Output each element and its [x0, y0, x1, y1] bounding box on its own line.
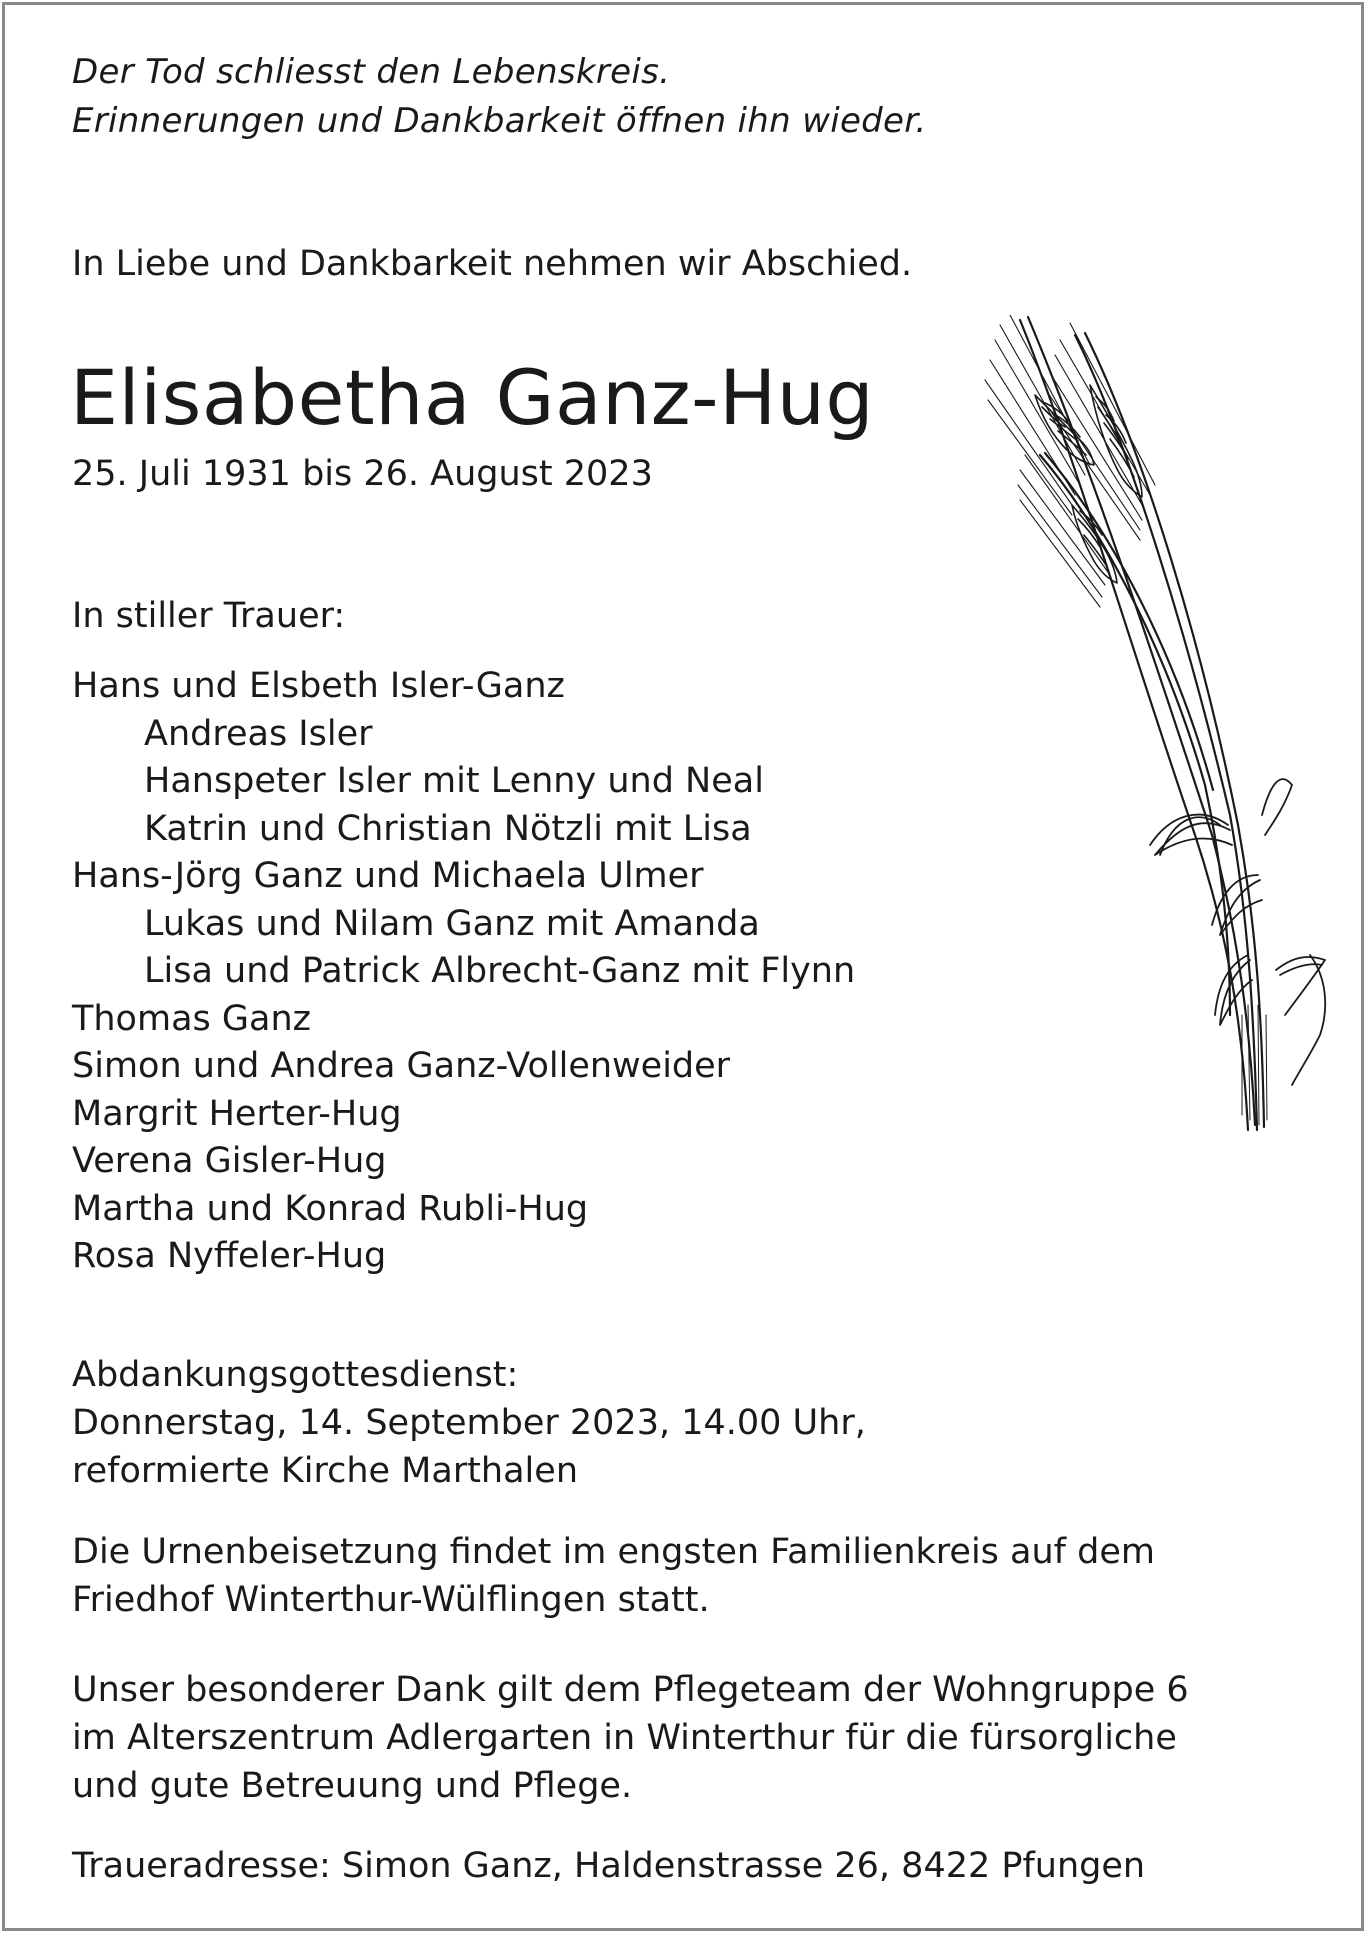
mourners-heading: In stiller Trauer:: [72, 596, 346, 636]
mourner-entry: Lisa und Patrick Albrecht-Ganz mit Flynn: [144, 951, 856, 991]
motto-line-2: Erinnerungen und Dankbarkeit öffnen ihn wieder.: [72, 101, 927, 141]
mourner-entry: Rosa Nyffeler-Hug: [72, 1236, 387, 1276]
urn-line-2: Friedhof Winterthur-Wülflingen statt.: [72, 1580, 710, 1620]
service-location: reformierte Kirche Marthalen: [72, 1451, 578, 1491]
mourner-entry: Hans und Elsbeth Isler-Ganz: [72, 666, 565, 706]
service-heading: Abdankungsgottesdienst:: [72, 1355, 519, 1395]
mourner-entry: Verena Gisler-Hug: [72, 1141, 387, 1181]
farewell-intro: In Liebe und Dankbarkeit nehmen wir Abschied.: [72, 244, 913, 284]
thanks-line-1: Unser besonderer Dank gilt dem Pflegeteam der Wohngruppe 6: [72, 1670, 1189, 1710]
urn-line-1: Die Urnenbeisetzung findet im engsten Familienkreis auf dem: [72, 1532, 1155, 1572]
mourners-list: [72, 663, 855, 1281]
mourner-entry: Martha und Konrad Rubli-Hug: [72, 1188, 589, 1229]
mourner-entry: Simon und Andrea Ganz-Vollenweider: [72, 1046, 731, 1086]
urn-burial-info: [72, 1528, 1155, 1624]
mourner-entry: Katrin und Christian Nötzli mit Lisa: [144, 808, 752, 849]
thanks-note: [72, 1666, 1189, 1810]
funeral-service-info: [72, 1351, 866, 1495]
life-dates: 25. Juli 1931 bis 26. August 2023: [72, 454, 653, 494]
thanks-line-2: im Alterszentrum Adlergarten in Winterthur für die fürsorgliche: [72, 1718, 1177, 1758]
mourner-entry: Hanspeter Isler mit Lenny und Neal: [144, 761, 764, 801]
service-date-time: Donnerstag, 14. September 2023, 14.00 Uhr,: [72, 1403, 866, 1443]
thanks-line-3: und gute Betreuung und Pflege.: [72, 1766, 633, 1806]
motto-quote: [72, 48, 927, 146]
mourner-entry: Andreas Isler: [144, 713, 373, 754]
mourner-entry: Margrit Herter-Hug: [72, 1093, 402, 1134]
mourner-entry: Thomas Ganz: [72, 998, 312, 1039]
motto-line-1: Der Tod schliesst den Lebenskreis.: [72, 52, 671, 92]
mourner-entry: Hans-Jörg Ganz und Michaela Ulmer: [72, 856, 704, 896]
deceased-name: Elisabetha Ganz-Hug: [70, 353, 875, 442]
mourner-entry: Lukas und Nilam Ganz mit Amanda: [144, 903, 760, 944]
wheat-ears-icon: [980, 315, 1340, 1135]
mourning-address: Traueradresse: Simon Ganz, Haldenstrasse 26, 8422 Pfungen: [72, 1846, 1146, 1886]
